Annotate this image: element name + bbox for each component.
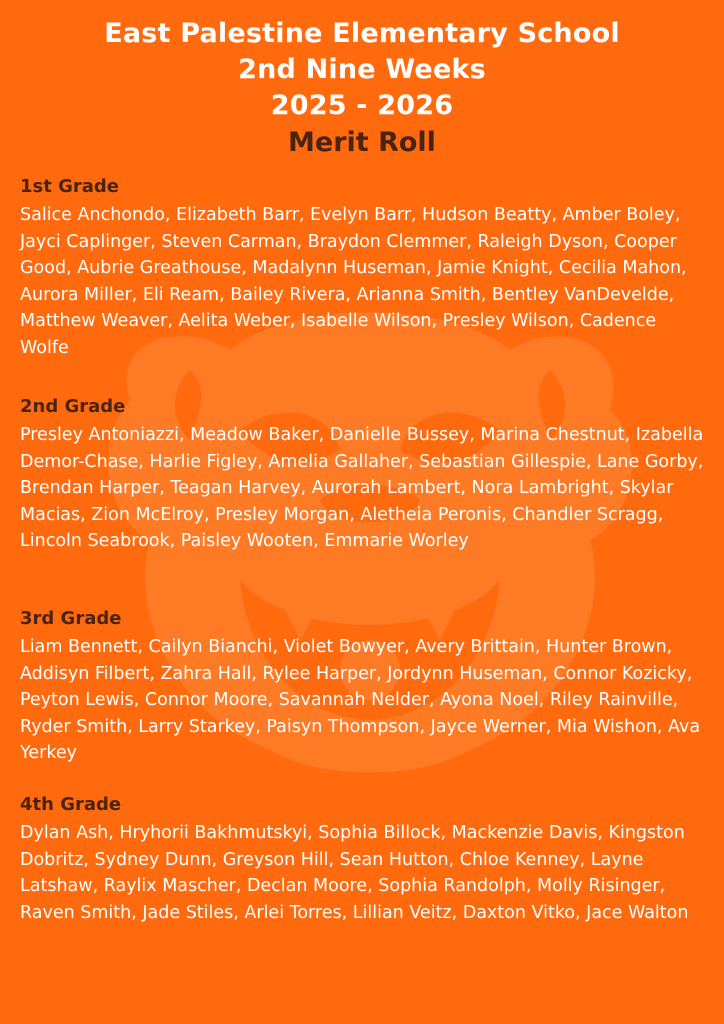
grade-section-4th — [20, 794, 710, 926]
student-names: Dylan Ash, Hryhorii Bakhmutskyi, Sophia Billock, Mackenzie Davis, Kingston Dobritz, Sydney Dunn, Greyson Hill, Sean Hutton, Chloe Kenney, Layne Latshaw, Raylix Mascher, Declan Moore, Sophia Randolph, Molly Risinger, Raven Smith, Jade Stiles, Arlei Torres, Lillian Veitz, Daxton Vitko, Jace Walton — [20, 823, 689, 923]
grade-section-1st — [20, 176, 710, 361]
page-header — [0, 16, 724, 162]
grading-period: 2nd Nine Weeks — [238, 54, 486, 85]
page-title: Merit Roll — [288, 127, 436, 158]
grade-title: 2nd Grade — [20, 396, 126, 417]
school-year: 2025 - 2026 — [270, 90, 454, 121]
student-names: Salice Anchondo, Elizabeth Barr, Evelyn Barr, Hudson Beatty, Amber Boley, Jayci Caplinger, Steven Carman, Braydon Clemmer, Raleigh Dyson, Cooper Good, Aubrie Greathouse, Madalynn Huseman, Jamie Knight, Cecilia Mahon, Aurora Miller, Eli Ream, Bailey Rivera, Arianna Smith, Bentley VanDevelde, Matthew Weaver, Aelita Weber, Isabelle Wilson, Presley Wilson, Cadence Wolfe — [20, 205, 687, 358]
grade-title: 4th Grade — [20, 794, 122, 815]
grade-title: 1st Grade — [20, 176, 119, 197]
student-names: Presley Antoniazzi, Meadow Baker, Danielle Bussey, Marina Chestnut, Izabella Demor-Chase, Harlie Figley, Amelia Gallaher, Sebastian Gillespie, Lane Gorby, Brendan Harper, Teagan Harvey, Aurorah Lambert, Nora Lambright, Skylar Macias, Zion McElroy, Presley Morgan, Aletheia Peronis, Chandler Scragg, Lincoln Seabrook, Paisley Wooten, Emmarie Worley — [20, 425, 704, 551]
student-names: Liam Bennett, Cailyn Bianchi, Violet Bowyer, Avery Brittain, Hunter Brown, Addisyn Filbert, Zahra Hall, Rylee Harper, Jordynn Huseman, Connor Kozicky, Peyton Lewis, Connor Moore, Savannah Nelder, Ayona Noel, Riley Rainville, Ryder Smith, Larry Starkey, Paisyn Thompson, Jayce Werner, Mia Wishon, Ava Yerkey — [20, 637, 701, 763]
grade-section-3rd — [20, 608, 710, 767]
school-name: East Palestine Elementary School — [104, 18, 620, 49]
grade-title: 3rd Grade — [20, 608, 122, 629]
grade-section-2nd — [20, 396, 710, 555]
